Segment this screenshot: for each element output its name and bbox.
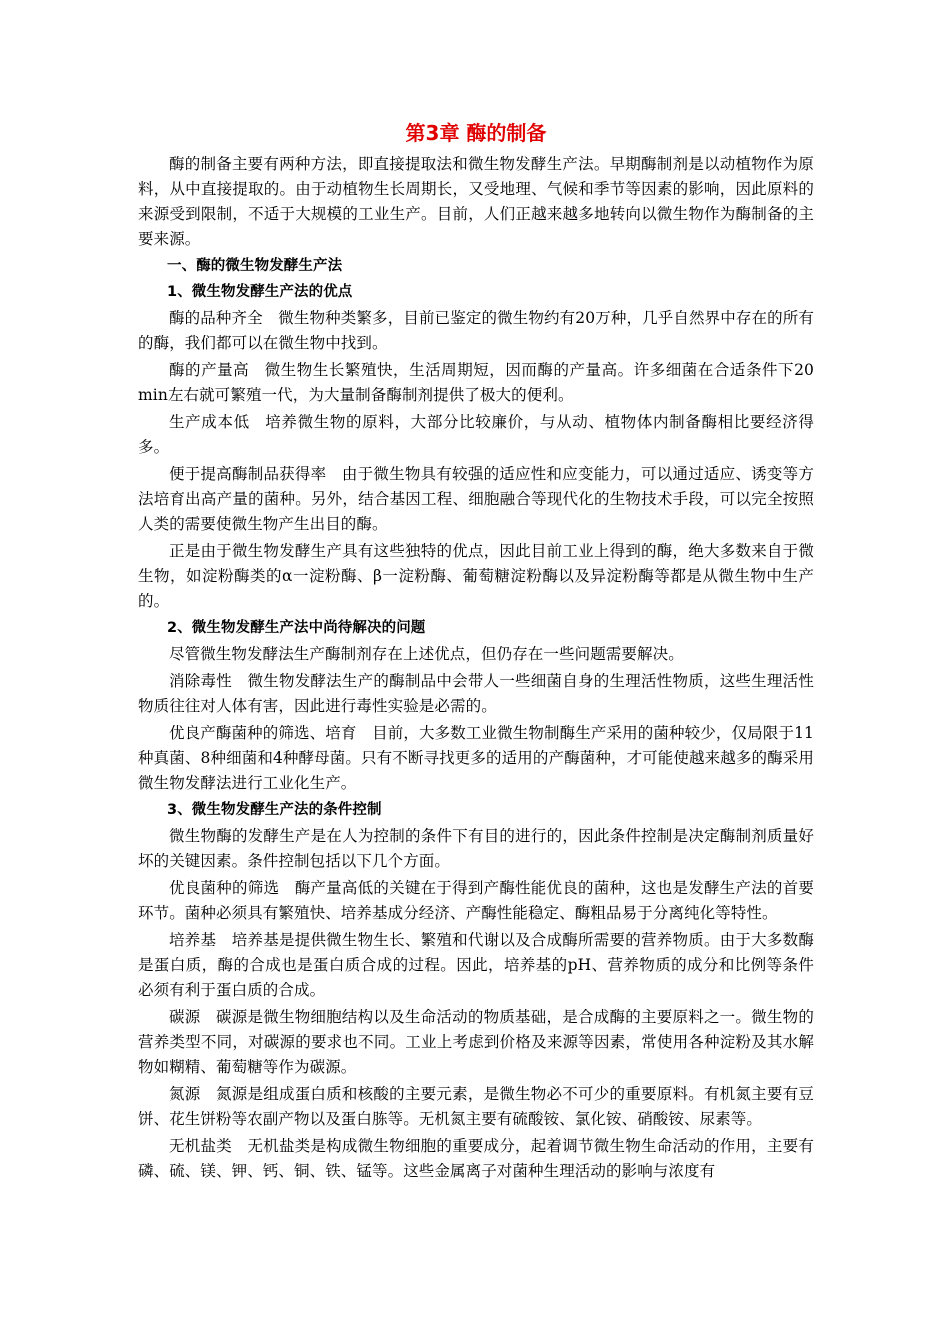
paragraph-lead: 优良菌种的筛选 <box>169 879 280 897</box>
paragraph-text: 由于微生物具有较强的适应性和应变能力，可以通过适应、诱变等方法培育出高产量的菌种。另外，结合基因工程、细胞融合等现代化的生物技术手段，可以完全按照人类的需要使微生物产生出目的酶。 <box>138 465 814 533</box>
paragraph-text: 氮源是组成蛋白质和核酸的主要元素，是微生物必不可少的重要原料。有机氮主要有豆饼、花生饼粉等农副产物以及蛋白胨等。无机氮主要有硫酸铵、氯化铵、硝酸铵、尿素等。 <box>138 1085 814 1128</box>
paragraph-lead: 便于提高酶制品获得率 <box>169 465 327 483</box>
document-page <box>138 118 814 1186</box>
paragraph-strains <box>138 721 814 796</box>
paragraph-variety <box>138 306 814 356</box>
paragraph-text: 无机盐类是构成微生物细胞的重要成分，起着调节微生物生命活动的作用，主要有磷、硫、镁、钾、钙、铜、铁、锰等。这些金属离子对菌种生理活动的影响与浓度有 <box>138 1137 814 1180</box>
paragraph-summary: 正是由于微生物发酵生产具有这些独特的优点，因此目前工业上得到的酶，绝大多数来自于微生物，如淀粉酶类的α一淀粉酶、β一淀粉酶、葡萄糖淀粉酶以及异淀粉酶等都是从微生物中生产的。 <box>138 542 814 610</box>
paragraph-lead: 培养基 <box>169 931 217 949</box>
paragraph-salts <box>138 1134 814 1184</box>
paragraph-cost <box>138 410 814 460</box>
intro-paragraph: 酶的制备主要有两种方法，即直接提取法和微生物发酵生产法。早期酶制剂是以动植物作为原料，从中直接提取的。由于动植物生长周期长，又受地理、气候和季节等因素的影响，因此原料的来源受到限制，不适于大规模的工业生产。目前，人们正越来越多地转向以微生物作为酶制备的主要来源。 <box>138 155 814 248</box>
paragraph-text: 酶产量高低的关键在于得到产酶性能优良的菌种，这也是发酵生产法的首要环节。菌种必须具有繁殖快、培养基成分经济、产酶性能稳定、酶粗品易于分离纯化等特性。 <box>138 879 814 922</box>
paragraph-medium <box>138 928 814 1003</box>
paragraph-carbon <box>138 1005 814 1080</box>
subsection-heading-3: 3、微生物发酵生产法的条件控制 <box>167 802 382 818</box>
paragraph-text: 碳源是微生物细胞结构以及生命活动的物质基础，是合成酶的主要原料之一。微生物的营养类型不同，对碳源的要求也不同。工业上考虑到价格及来源等因素，常使用各种淀粉及其水解物如糊精、葡萄糖等作为碳源。 <box>138 1008 814 1076</box>
paragraph-lead: 酶的品种齐全 <box>169 309 263 327</box>
paragraph-text: 微生物发酵法生产的酶制品中会带人一些细菌自身的生理活性物质，这些生理活性物质往往对人体有害，因此进行毒性实验是必需的。 <box>138 672 814 715</box>
paragraph-strain-selection <box>138 876 814 926</box>
paragraph-toxicity <box>138 669 814 719</box>
section-heading-1: 一、酶的微生物发酵生产法 <box>167 258 343 274</box>
paragraph-lead: 酶的产量高 <box>169 361 250 379</box>
paragraph-conditions-intro: 微生物酶的发酵生产是在人为控制的条件下有目的进行的，因此条件控制是决定酶制剂质量好坏的关键因素。条件控制包括以下几个方面。 <box>138 827 814 870</box>
paragraph-lead: 优良产酶菌种的筛选、培育 <box>169 724 357 742</box>
paragraph-nitrogen <box>138 1082 814 1132</box>
paragraph-lead: 生产成本低 <box>169 413 250 431</box>
paragraph-problems-intro: 尽管微生物发酵法生产酶制剂存在上述优点，但仍存在一些问题需要解决。 <box>169 645 684 663</box>
paragraph-yield <box>138 358 814 408</box>
chapter-title: 第3章 酶的制备 <box>405 121 547 145</box>
paragraph-lead: 碳源 <box>169 1008 201 1026</box>
paragraph-efficiency <box>138 462 814 537</box>
paragraph-text: 微生物种类繁多，目前已鉴定的微生物约有20万种，几乎自然界中存在的所有的酶，我们都可以在微生物中找到。 <box>138 309 814 352</box>
paragraph-text: 微生物生长繁殖快，生活周期短，因而酶的产量高。许多细菌在合适条件下20 min左右就可繁殖一代，为大量制备酶制剂提供了极大的便利。 <box>138 361 814 404</box>
paragraph-lead: 无机盐类 <box>169 1137 232 1155</box>
subsection-heading-2: 2、微生物发酵生产法中尚待解决的问题 <box>167 620 426 636</box>
subsection-heading-1: 1、微生物发酵生产法的优点 <box>167 284 353 300</box>
paragraph-text: 培养基是提供微生物生长、繁殖和代谢以及合成酶所需要的营养物质。由于大多数酶是蛋白质，酶的合成也是蛋白质合成的过程。因此，培养基的pH、营养物质的成分和比例等条件必须有利于蛋白质的合成。 <box>138 931 814 999</box>
paragraph-text: 目前，大多数工业微生物制酶生产采用的菌种较少，仅局限于11种真菌、8种细菌和4种酵母菌。只有不断寻找更多的适用的产酶菌种，才可能使越来越多的酶采用微生物发酵法进行工业化生产。 <box>138 724 814 792</box>
paragraph-lead: 氮源 <box>169 1085 201 1103</box>
paragraph-lead: 消除毒性 <box>169 672 232 690</box>
paragraph-text: 培养微生物的原料，大部分比较廉价，与从动、植物体内制备酶相比要经济得多。 <box>138 413 814 456</box>
